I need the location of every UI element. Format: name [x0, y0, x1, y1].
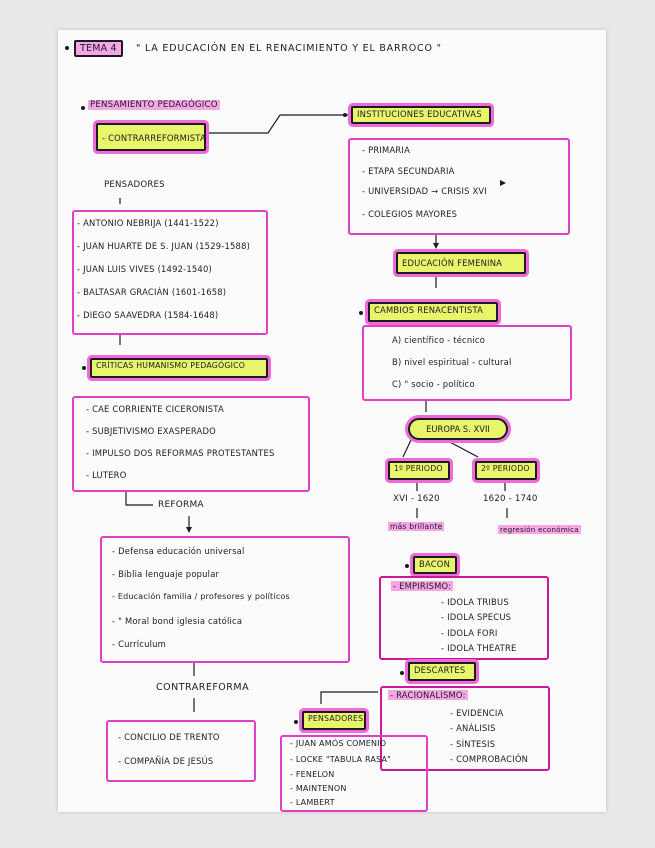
pensadores-box [280, 735, 428, 812]
institucion-item: - UNIVERSIDAD → CRISIS XVI [362, 186, 488, 196]
bullet-dot [405, 564, 409, 568]
link-criticas-reforma [126, 492, 153, 505]
europa-pill: EUROPA S. XVII [408, 418, 508, 440]
cambios-heading: CAMBIOS RENACENTISTA [368, 302, 498, 322]
pensadores-label: PENSADORES [104, 180, 165, 190]
arrow-reforma [186, 527, 192, 533]
racionalismo-item: - COMPROBACIÓN [450, 754, 529, 764]
bullet-dot [294, 720, 298, 724]
educacion-femenina: EDUCACIÓN FEMENINA [396, 252, 526, 274]
reforma-box [100, 536, 350, 663]
instituciones-box [348, 138, 570, 235]
institucion-item: - ETAPA SECUNDARIA [362, 166, 455, 176]
descartes-heading: DESCARTES [408, 662, 476, 681]
bullet-dot [65, 46, 69, 50]
bullet-dot [343, 113, 347, 117]
reforma-item: - " Moral bond iglesia católica [112, 616, 243, 626]
periodo2-tag: 2º PERIODO [475, 461, 537, 480]
cambio-item: C) " socio - político [392, 379, 475, 389]
reforma-item: - Currículum [112, 639, 167, 649]
contrareforma-box [106, 720, 256, 782]
topic-tag: TEMA 4 [74, 40, 123, 57]
link-europa-p2 [446, 440, 478, 457]
periodo1-label: más brillante [390, 522, 443, 531]
bullet-dot [359, 311, 363, 315]
thinker-item: - DIEGO SAAVEDRA (1584-1648) [77, 310, 219, 320]
reforma-item: - Biblia lenguaje popular [112, 569, 220, 579]
racionalismo-item: - ANÁLISIS [450, 723, 496, 733]
criticas-heading: CRÍTICAS HUMANISMO PEDAGÓGICO [90, 358, 268, 378]
reforma-label: REFORMA [158, 500, 204, 510]
pensador-item: - FENELON [290, 770, 335, 779]
periodo1-years: XVI - 1620 [393, 494, 440, 504]
page-title: " LA EDUCACIÓN EN EL RENACIMIENTO Y EL BARROCO " [136, 43, 442, 54]
racionalismo-item: - EVIDENCIA [450, 708, 504, 718]
pensador-item: - LOCKE "TABULA RASA" [290, 755, 392, 764]
critica-item: - LUTERO [86, 470, 127, 480]
bacon-heading: BACON [413, 556, 457, 574]
cambio-item: A) científico - técnico [392, 335, 486, 345]
link-descartes-pensadores [321, 692, 378, 704]
periodo1-tag: 1º PERIODO [388, 461, 450, 480]
racionalismo-label: - RACIONALISMO: [390, 690, 466, 700]
contra-item: - COMPAÑÍA DE JESÚS [118, 756, 214, 766]
contrarreforma-tag: - CONTRARREFORMISTA [96, 123, 206, 151]
link-europa-p1 [403, 440, 411, 457]
idola-item: - IDOLA TRIBUS [441, 597, 509, 607]
bacon-box [379, 576, 549, 660]
critica-item: - CAE CORRIENTE CICERONISTA [86, 404, 224, 414]
periodo2-years: 1620 - 1740 [483, 494, 538, 504]
critica-item: - SUBJETIVISMO EXASPERADO [86, 426, 216, 436]
bullet-dot [81, 106, 85, 110]
thinker-item: - ANTONIO NEBRIJA (1441-1522) [77, 218, 219, 228]
link-pensamiento-instituciones [206, 115, 348, 133]
reforma-item: - Educación familia / profesores y políticos [112, 592, 290, 601]
periodo2-label: regresión económica [500, 525, 579, 534]
pensador-item: - LAMBERT [290, 798, 335, 807]
pensador-item: - MAINTENON [290, 784, 347, 793]
contra-item: - CONCILIO DE TRENTO [118, 732, 220, 742]
bullet-dot [400, 671, 404, 675]
thinker-item: - JUAN LUIS VIVES (1492-1540) [77, 264, 212, 274]
institucion-item: - PRIMARIA [362, 145, 410, 155]
criticas-box [72, 396, 310, 492]
institucion-item: - COLEGIOS MAYORES [362, 209, 458, 219]
cambios-box [362, 325, 572, 401]
cambio-item: B) nivel espiritual - cultural [392, 357, 512, 367]
idola-item: - IDOLA SPECUS [441, 612, 512, 622]
pensamiento-heading: PENSAMIENTO PEDAGÓGICO [90, 100, 218, 110]
contrareforma-label: CONTRAREFORMA [156, 682, 250, 693]
idola-item: - IDOLA THEATRE [441, 643, 517, 653]
racionalismo-item: - SÍNTESIS [450, 739, 496, 749]
critica-item: - IMPULSO DOS REFORMAS PROTESTANTES [86, 448, 275, 458]
reforma-item: - Defensa educación universal [112, 546, 245, 556]
thinker-item: - JUAN HUARTE DE S. JUAN (1529-1588) [77, 241, 251, 251]
notebook-page [58, 30, 606, 812]
thinker-item: - BALTASAR GRACIÁN (1601-1658) [77, 287, 227, 297]
empirismo-label: - EMPIRISMO: [393, 581, 452, 591]
thinkers-box [72, 210, 268, 335]
arrow-femenina [433, 243, 439, 249]
instituciones-heading: INSTITUCIONES EDUCATIVAS [351, 106, 491, 124]
pensadores-heading: PENSADORES [302, 711, 366, 730]
bullet-dot [82, 366, 86, 370]
idola-item: - IDOLA FORI [441, 628, 498, 638]
pensador-item: - JUAN AMÓS COMENIO [290, 739, 387, 748]
